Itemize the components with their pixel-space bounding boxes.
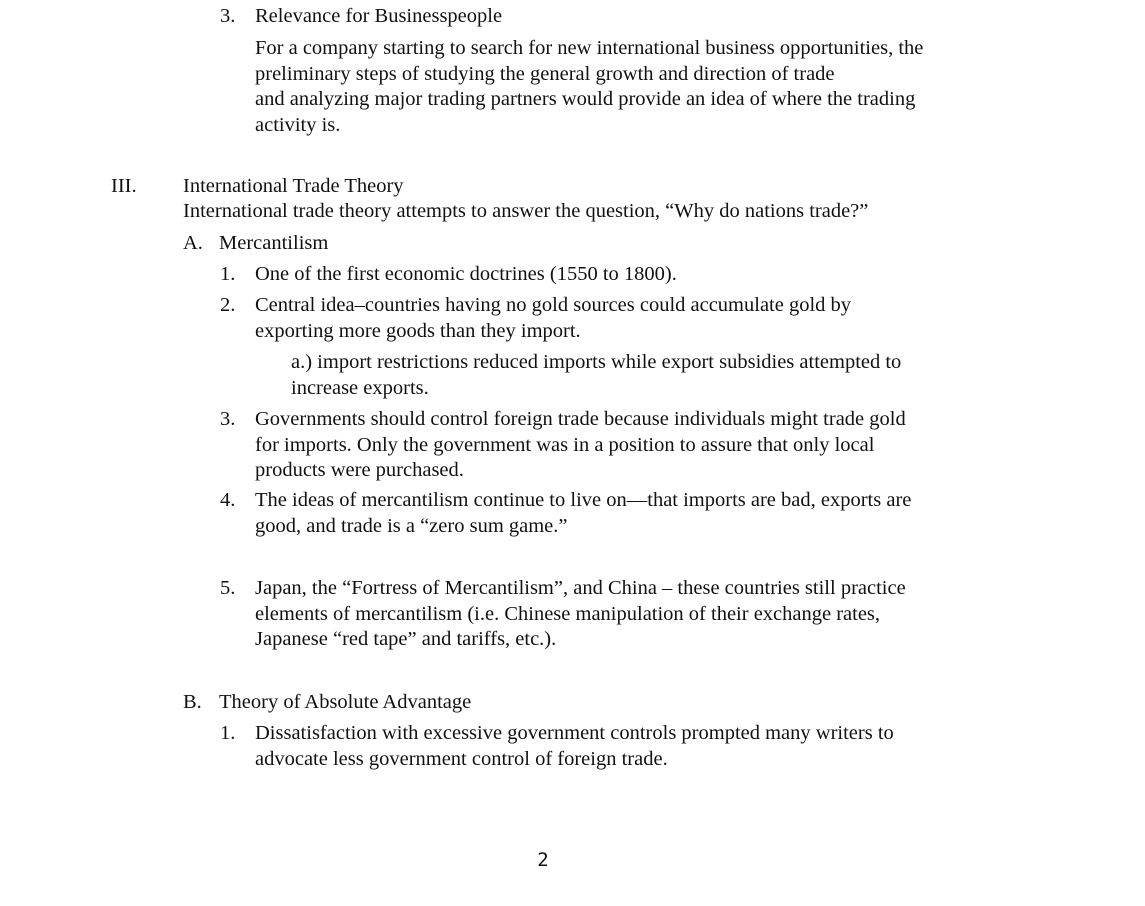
paragraph-line: for imports. Only the government was in a position to assure that only local [255,433,875,456]
paragraph-line: For a company starting to search for new international business opportunities, the [255,37,924,59]
list-number: 5. [220,577,236,599]
paragraph-line: increase exports. [291,376,429,399]
list-number: 3. [220,5,236,27]
section-numeral: III. [111,175,137,197]
list-number: 1. [220,263,236,285]
list-item-text [255,407,906,484]
paragraph-line: activity is. [255,113,341,136]
list-item-text [255,576,906,653]
paragraph-line: good, and trade is a “zero sum game.” [255,514,568,537]
paragraph-line: The ideas of mercantilism continue to live on—that imports are bad, exports are [255,489,912,511]
list-item-text [255,488,911,539]
paragraph-line: and analyzing major trading partners would provide an idea of where the trading [255,88,916,110]
section-intro: International trade theory attempts to answer the question, “Why do nations trade?” [183,200,869,222]
paragraph-line: exporting more goods than they import. [255,319,581,342]
paragraph-line: advocate less government control of foreign trade. [255,747,668,770]
page-number: 2 [537,849,549,871]
subsection-heading: Mercantilism [219,232,329,254]
paragraph-line: Japanese “red tape” and tariffs, etc.). [255,628,557,650]
paragraph-line: elements of mercantilism (i.e. Chinese manipulation of their exchange rates, [255,602,881,625]
paragraph-line: Japan, the “Fortress of Mercantilism”, and China – these countries still practice [255,577,906,599]
item-heading: Relevance for Businesspeople [255,5,503,27]
paragraph-line: Central idea–countries having no gold sources could accumulate gold by [255,294,852,316]
sub-item-text [291,350,901,401]
list-number: 4. [220,489,236,511]
subsection-heading: Theory of Absolute Advantage [219,691,472,713]
list-item-text [255,721,894,772]
paragraph-line: Governments should control foreign trade because individuals might trade gold [255,408,906,430]
paragraph-line: a.) import restrictions reduced imports while export subsidies attempted to [291,351,902,373]
subsection-letter: A. [183,232,203,254]
section-heading: International Trade Theory [183,175,404,197]
paragraph [255,36,923,138]
list-number: 1. [220,722,236,744]
list-number: 2. [220,294,236,316]
subsection-letter: B. [183,691,202,713]
list-number: 3. [220,408,236,430]
list-item-text [255,293,851,344]
list-item-text: One of the first economic doctrines (1550 to 1800). [255,263,677,285]
paragraph-line: Dissatisfaction with excessive government controls prompted many writers to [255,722,894,744]
paragraph-line: preliminary steps of studying the general growth and direction of trade [255,62,835,85]
paragraph-line: products were purchased. [255,459,464,481]
